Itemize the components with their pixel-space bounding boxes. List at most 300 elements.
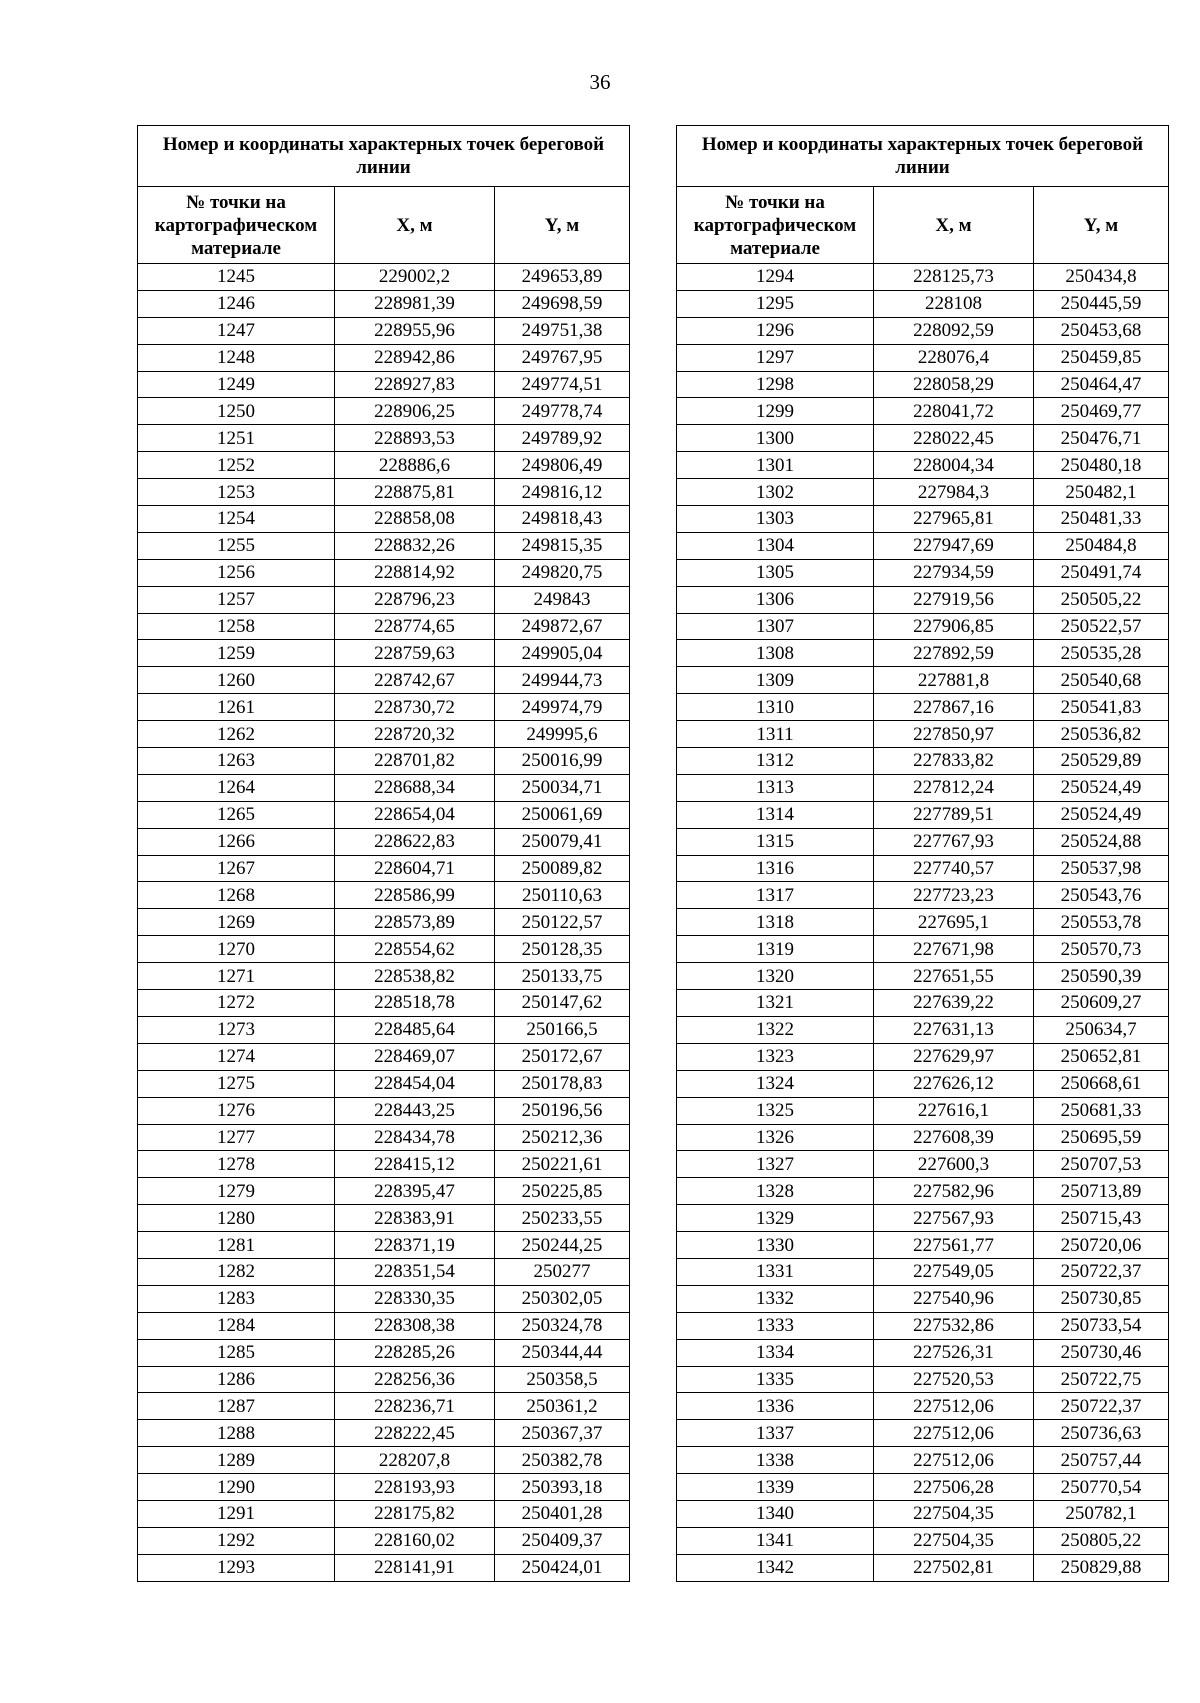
cell-y: 250609,27 <box>1034 990 1169 1017</box>
cell-x: 228485,64 <box>335 1016 495 1043</box>
cell-point-number: 1250 <box>138 398 335 425</box>
cell-x: 228004,34 <box>874 452 1034 479</box>
cell-x: 228454,04 <box>335 1070 495 1097</box>
cell-point-number: 1337 <box>677 1420 874 1447</box>
table-title: Номер и координаты характерных точек береговой линии <box>677 126 1169 187</box>
cell-x: 228469,07 <box>335 1043 495 1070</box>
cell-x: 227740,57 <box>874 855 1034 882</box>
table-row <box>138 1178 630 1205</box>
cell-x: 227512,06 <box>874 1420 1034 1447</box>
table-row <box>138 264 630 291</box>
cell-point-number: 1271 <box>138 963 335 990</box>
cell-point-number: 1258 <box>138 613 335 640</box>
table-row <box>677 667 1169 694</box>
cell-y: 250110,63 <box>495 882 630 909</box>
cell-y: 250482,1 <box>1034 479 1169 506</box>
cell-y: 249820,75 <box>495 559 630 586</box>
cell-point-number: 1315 <box>677 828 874 855</box>
table-row <box>677 855 1169 882</box>
cell-x: 228538,82 <box>335 963 495 990</box>
cell-point-number: 1248 <box>138 344 335 371</box>
table-row <box>677 882 1169 909</box>
cell-point-number: 1249 <box>138 371 335 398</box>
table-row <box>677 1312 1169 1339</box>
cell-y: 250722,37 <box>1034 1393 1169 1420</box>
table-row <box>138 1285 630 1312</box>
cell-x: 227984,3 <box>874 479 1034 506</box>
cell-x: 228041,72 <box>874 398 1034 425</box>
cell-y: 250782,1 <box>1034 1500 1169 1527</box>
cell-y: 250344,44 <box>495 1339 630 1366</box>
cell-y: 250570,73 <box>1034 936 1169 963</box>
cell-y: 249774,51 <box>495 371 630 398</box>
table-row <box>677 694 1169 721</box>
cell-y: 250695,59 <box>1034 1124 1169 1151</box>
table-row <box>138 909 630 936</box>
table-row <box>677 774 1169 801</box>
cell-point-number: 1295 <box>677 290 874 317</box>
cell-point-number: 1319 <box>677 936 874 963</box>
table-row <box>138 774 630 801</box>
cell-point-number: 1340 <box>677 1500 874 1527</box>
cell-y: 250529,89 <box>1034 748 1169 775</box>
table-row <box>677 479 1169 506</box>
table-body <box>138 264 630 1582</box>
table-row <box>677 748 1169 775</box>
cell-point-number: 1245 <box>138 264 335 291</box>
cell-y: 250524,49 <box>1034 774 1169 801</box>
table-row <box>138 667 630 694</box>
cell-y: 250361,2 <box>495 1393 630 1420</box>
cell-y: 250409,37 <box>495 1527 630 1554</box>
cell-x: 228981,39 <box>335 290 495 317</box>
column-header-point-number: № точки на картографическом материале <box>677 187 874 264</box>
table-row <box>138 1016 630 1043</box>
table-row <box>138 1124 630 1151</box>
cell-y: 250829,88 <box>1034 1554 1169 1581</box>
cell-y: 250034,71 <box>495 774 630 801</box>
cell-x: 228371,19 <box>335 1232 495 1259</box>
cell-point-number: 1324 <box>677 1070 874 1097</box>
cell-point-number: 1321 <box>677 990 874 1017</box>
table-row <box>677 532 1169 559</box>
cell-x: 228796,23 <box>335 586 495 613</box>
cell-x: 228654,04 <box>335 801 495 828</box>
cell-x: 228351,54 <box>335 1258 495 1285</box>
cell-point-number: 1300 <box>677 425 874 452</box>
cell-y: 250089,82 <box>495 855 630 882</box>
cell-point-number: 1259 <box>138 640 335 667</box>
cell-point-number: 1334 <box>677 1339 874 1366</box>
cell-y: 249778,74 <box>495 398 630 425</box>
cell-x: 228759,63 <box>335 640 495 667</box>
cell-x: 228955,96 <box>335 317 495 344</box>
cell-y: 250543,76 <box>1034 882 1169 909</box>
cell-point-number: 1255 <box>138 532 335 559</box>
cell-point-number: 1323 <box>677 1043 874 1070</box>
cell-y: 250393,18 <box>495 1474 630 1501</box>
table-row <box>677 613 1169 640</box>
cell-x: 228395,47 <box>335 1178 495 1205</box>
cell-x: 227906,85 <box>874 613 1034 640</box>
table-row <box>677 1124 1169 1151</box>
cell-y: 249905,04 <box>495 640 630 667</box>
cell-x: 228942,86 <box>335 344 495 371</box>
cell-point-number: 1279 <box>138 1178 335 1205</box>
table-row <box>138 1339 630 1366</box>
cell-x: 228573,89 <box>335 909 495 936</box>
cell-point-number: 1280 <box>138 1205 335 1232</box>
cell-x: 227512,06 <box>874 1447 1034 1474</box>
cell-x: 228125,73 <box>874 264 1034 291</box>
cell-point-number: 1270 <box>138 936 335 963</box>
cell-y: 250178,83 <box>495 1070 630 1097</box>
table-row <box>677 1474 1169 1501</box>
cell-x: 227540,96 <box>874 1285 1034 1312</box>
cell-x: 227919,56 <box>874 586 1034 613</box>
cell-point-number: 1269 <box>138 909 335 936</box>
cell-point-number: 1288 <box>138 1420 335 1447</box>
table-row <box>138 290 630 317</box>
table-row <box>138 882 630 909</box>
cell-x: 227502,81 <box>874 1554 1034 1581</box>
table-row <box>138 1312 630 1339</box>
cell-x: 228108 <box>874 290 1034 317</box>
cell-y: 250061,69 <box>495 801 630 828</box>
table-row <box>138 1232 630 1259</box>
cell-x: 228160,02 <box>335 1527 495 1554</box>
cell-x: 227723,23 <box>874 882 1034 909</box>
cell-y: 250722,75 <box>1034 1366 1169 1393</box>
cell-y: 250722,37 <box>1034 1258 1169 1285</box>
cell-y: 250730,46 <box>1034 1339 1169 1366</box>
cell-y: 249818,43 <box>495 506 630 533</box>
table-row <box>677 1527 1169 1554</box>
cell-point-number: 1278 <box>138 1151 335 1178</box>
cell-y: 249751,38 <box>495 317 630 344</box>
cell-y: 250302,05 <box>495 1285 630 1312</box>
table-row <box>677 371 1169 398</box>
cell-y: 250434,8 <box>1034 264 1169 291</box>
cell-x: 227504,35 <box>874 1527 1034 1554</box>
cell-point-number: 1303 <box>677 506 874 533</box>
table-row <box>677 1393 1169 1420</box>
cell-y: 250225,85 <box>495 1178 630 1205</box>
cell-y: 250367,37 <box>495 1420 630 1447</box>
cell-point-number: 1252 <box>138 452 335 479</box>
cell-x: 227850,97 <box>874 721 1034 748</box>
cell-point-number: 1305 <box>677 559 874 586</box>
cell-x: 227651,55 <box>874 963 1034 990</box>
cell-y: 249789,92 <box>495 425 630 452</box>
table-row <box>138 371 630 398</box>
cell-point-number: 1264 <box>138 774 335 801</box>
cell-y: 250244,25 <box>495 1232 630 1259</box>
column-header-y: Y, м <box>495 187 630 264</box>
cell-x: 228222,45 <box>335 1420 495 1447</box>
table-row <box>677 506 1169 533</box>
cell-y: 249843 <box>495 586 630 613</box>
table-row <box>138 398 630 425</box>
cell-x: 228893,53 <box>335 425 495 452</box>
cell-x: 228092,59 <box>874 317 1034 344</box>
cell-y: 250484,8 <box>1034 532 1169 559</box>
cell-x: 227695,1 <box>874 909 1034 936</box>
table-row <box>677 936 1169 963</box>
cell-point-number: 1292 <box>138 1527 335 1554</box>
cell-y: 250736,63 <box>1034 1420 1169 1447</box>
table-title: Номер и координаты характерных точек береговой линии <box>138 126 630 187</box>
table-row <box>138 532 630 559</box>
cell-x: 228518,78 <box>335 990 495 1017</box>
cell-y: 250481,33 <box>1034 506 1169 533</box>
cell-point-number: 1318 <box>677 909 874 936</box>
cell-point-number: 1317 <box>677 882 874 909</box>
column-header-point-number: № точки на картографическом материале <box>138 187 335 264</box>
table-row <box>138 452 630 479</box>
cell-x: 228141,91 <box>335 1554 495 1581</box>
cell-y: 250757,44 <box>1034 1447 1169 1474</box>
table-row <box>138 1151 630 1178</box>
table-row <box>138 344 630 371</box>
cell-point-number: 1342 <box>677 1554 874 1581</box>
table-row <box>138 613 630 640</box>
cell-point-number: 1247 <box>138 317 335 344</box>
cell-point-number: 1290 <box>138 1474 335 1501</box>
cell-y: 250553,78 <box>1034 909 1169 936</box>
cell-x: 227965,81 <box>874 506 1034 533</box>
cell-x: 228285,26 <box>335 1339 495 1366</box>
table-row <box>138 425 630 452</box>
cell-y: 249806,49 <box>495 452 630 479</box>
cell-x: 228886,6 <box>335 452 495 479</box>
table-row <box>138 936 630 963</box>
cell-point-number: 1283 <box>138 1285 335 1312</box>
cell-x: 228383,91 <box>335 1205 495 1232</box>
cell-x: 228415,12 <box>335 1151 495 1178</box>
cell-y: 250668,61 <box>1034 1070 1169 1097</box>
cell-y: 249872,67 <box>495 613 630 640</box>
cell-point-number: 1320 <box>677 963 874 990</box>
cell-point-number: 1257 <box>138 586 335 613</box>
cell-x: 227608,39 <box>874 1124 1034 1151</box>
table-row <box>138 559 630 586</box>
table-row <box>677 990 1169 1017</box>
cell-y: 250681,33 <box>1034 1097 1169 1124</box>
cell-point-number: 1267 <box>138 855 335 882</box>
table-row <box>138 963 630 990</box>
cell-y: 250480,18 <box>1034 452 1169 479</box>
cell-y: 250424,01 <box>495 1554 630 1581</box>
table-row <box>677 344 1169 371</box>
cell-point-number: 1253 <box>138 479 335 506</box>
table-row <box>677 317 1169 344</box>
cell-x: 228443,25 <box>335 1097 495 1124</box>
cell-x: 228742,67 <box>335 667 495 694</box>
cell-y: 250166,5 <box>495 1016 630 1043</box>
cell-x: 227789,51 <box>874 801 1034 828</box>
cell-x: 228858,08 <box>335 506 495 533</box>
cell-x: 227626,12 <box>874 1070 1034 1097</box>
cell-y: 250491,74 <box>1034 559 1169 586</box>
cell-y: 250079,41 <box>495 828 630 855</box>
cell-y: 250233,55 <box>495 1205 630 1232</box>
cell-y: 249816,12 <box>495 479 630 506</box>
cell-y: 250733,54 <box>1034 1312 1169 1339</box>
cell-point-number: 1313 <box>677 774 874 801</box>
cell-point-number: 1293 <box>138 1554 335 1581</box>
cell-x: 227504,35 <box>874 1500 1034 1527</box>
cell-x: 228076,4 <box>874 344 1034 371</box>
table-row <box>138 1447 630 1474</box>
cell-x: 227881,8 <box>874 667 1034 694</box>
cell-point-number: 1285 <box>138 1339 335 1366</box>
table-row <box>138 1366 630 1393</box>
cell-y: 250401,28 <box>495 1500 630 1527</box>
cell-x: 228022,45 <box>874 425 1034 452</box>
table-row <box>138 479 630 506</box>
cell-y: 249974,79 <box>495 694 630 721</box>
cell-point-number: 1266 <box>138 828 335 855</box>
cell-y: 249698,59 <box>495 290 630 317</box>
table-row <box>677 425 1169 452</box>
table-row <box>677 1151 1169 1178</box>
table-row <box>138 1097 630 1124</box>
cell-point-number: 1297 <box>677 344 874 371</box>
table-row <box>138 694 630 721</box>
cell-y: 250122,57 <box>495 909 630 936</box>
cell-point-number: 1309 <box>677 667 874 694</box>
cell-x: 228554,62 <box>335 936 495 963</box>
cell-y: 250590,39 <box>1034 963 1169 990</box>
cell-y: 250713,89 <box>1034 1178 1169 1205</box>
cell-x: 227582,96 <box>874 1178 1034 1205</box>
table-row <box>138 1205 630 1232</box>
cell-point-number: 1306 <box>677 586 874 613</box>
table-row <box>677 640 1169 667</box>
table-row <box>677 1258 1169 1285</box>
table-row <box>677 398 1169 425</box>
cell-x: 227561,77 <box>874 1232 1034 1259</box>
cell-x: 227600,3 <box>874 1151 1034 1178</box>
cell-x: 228193,93 <box>335 1474 495 1501</box>
cell-x: 227567,93 <box>874 1205 1034 1232</box>
table-row <box>677 1232 1169 1259</box>
cell-y: 250147,62 <box>495 990 630 1017</box>
cell-point-number: 1260 <box>138 667 335 694</box>
cell-point-number: 1262 <box>138 721 335 748</box>
table-row <box>138 748 630 775</box>
cell-x: 228308,38 <box>335 1312 495 1339</box>
cell-y: 250522,57 <box>1034 613 1169 640</box>
cell-x: 228832,26 <box>335 532 495 559</box>
cell-point-number: 1299 <box>677 398 874 425</box>
cell-y: 249767,95 <box>495 344 630 371</box>
cell-x: 228688,34 <box>335 774 495 801</box>
cell-point-number: 1333 <box>677 1312 874 1339</box>
cell-point-number: 1330 <box>677 1232 874 1259</box>
cell-point-number: 1339 <box>677 1474 874 1501</box>
cell-x: 227629,97 <box>874 1043 1034 1070</box>
cell-point-number: 1314 <box>677 801 874 828</box>
cell-x: 228774,65 <box>335 613 495 640</box>
cell-point-number: 1298 <box>677 371 874 398</box>
table-row <box>677 1178 1169 1205</box>
cell-y: 250715,43 <box>1034 1205 1169 1232</box>
table-row <box>677 721 1169 748</box>
cell-y: 250358,5 <box>495 1366 630 1393</box>
table-row <box>138 640 630 667</box>
cell-x: 228434,78 <box>335 1124 495 1151</box>
cell-point-number: 1263 <box>138 748 335 775</box>
cell-y: 250133,75 <box>495 963 630 990</box>
table-row <box>138 828 630 855</box>
cell-point-number: 1294 <box>677 264 874 291</box>
table-row <box>677 1366 1169 1393</box>
cell-x: 227506,28 <box>874 1474 1034 1501</box>
cell-point-number: 1312 <box>677 748 874 775</box>
cell-y: 250459,85 <box>1034 344 1169 371</box>
cell-point-number: 1272 <box>138 990 335 1017</box>
column-header-x: X, м <box>335 187 495 264</box>
cell-point-number: 1310 <box>677 694 874 721</box>
cell-point-number: 1335 <box>677 1366 874 1393</box>
cell-point-number: 1308 <box>677 640 874 667</box>
cell-point-number: 1275 <box>138 1070 335 1097</box>
cell-y: 250212,36 <box>495 1124 630 1151</box>
cell-x: 227616,1 <box>874 1097 1034 1124</box>
cell-point-number: 1284 <box>138 1312 335 1339</box>
cell-point-number: 1287 <box>138 1393 335 1420</box>
cell-point-number: 1268 <box>138 882 335 909</box>
table-row <box>138 721 630 748</box>
table-row <box>138 1500 630 1527</box>
cell-y: 250770,54 <box>1034 1474 1169 1501</box>
table-row <box>677 963 1169 990</box>
cell-point-number: 1281 <box>138 1232 335 1259</box>
cell-x: 227812,24 <box>874 774 1034 801</box>
cell-y: 249944,73 <box>495 667 630 694</box>
cell-y: 250469,77 <box>1034 398 1169 425</box>
table-row <box>677 559 1169 586</box>
cell-point-number: 1311 <box>677 721 874 748</box>
cell-x: 228058,29 <box>874 371 1034 398</box>
cell-y: 250707,53 <box>1034 1151 1169 1178</box>
table-row <box>677 1016 1169 1043</box>
cell-x: 227639,22 <box>874 990 1034 1017</box>
table-row <box>138 990 630 1017</box>
cell-y: 250537,98 <box>1034 855 1169 882</box>
table-row <box>138 1393 630 1420</box>
table-row <box>677 452 1169 479</box>
cell-point-number: 1265 <box>138 801 335 828</box>
cell-point-number: 1289 <box>138 1447 335 1474</box>
column-header-x: X, м <box>874 187 1034 264</box>
cell-y: 250505,22 <box>1034 586 1169 613</box>
table-row <box>677 290 1169 317</box>
cell-x: 228701,82 <box>335 748 495 775</box>
table-row <box>138 586 630 613</box>
table-row <box>677 828 1169 855</box>
table-row <box>138 506 630 533</box>
cell-y: 250535,28 <box>1034 640 1169 667</box>
cell-point-number: 1251 <box>138 425 335 452</box>
cell-point-number: 1301 <box>677 452 874 479</box>
cell-x: 227520,53 <box>874 1366 1034 1393</box>
cell-y: 249815,35 <box>495 532 630 559</box>
cell-point-number: 1276 <box>138 1097 335 1124</box>
cell-point-number: 1332 <box>677 1285 874 1312</box>
